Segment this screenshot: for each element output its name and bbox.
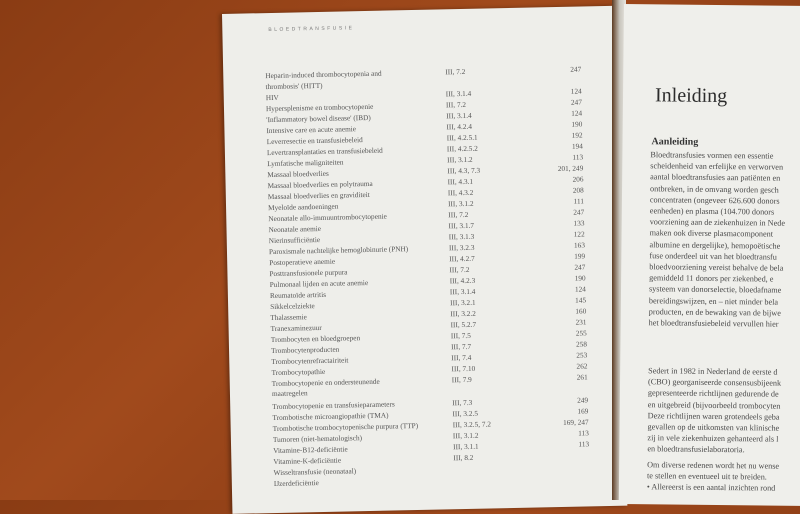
index-term: Vitamine-K-deficiëntie — [273, 455, 342, 467]
index-page: 113 — [572, 152, 584, 162]
index-term: Thalassemie — [270, 312, 307, 323]
index-page: 190 — [571, 119, 583, 129]
index-term: Nierinsufficiëntie — [268, 234, 321, 246]
index-term: Trombocytopenie en transfusieparameters — [272, 399, 395, 412]
index-term: Heparin-induced thrombocytopenia and — [265, 68, 382, 81]
index-page: 163 — [573, 240, 586, 250]
index-term: Lymfatische maligniteiten — [267, 157, 344, 169]
index-page: 169, 247 — [562, 417, 589, 427]
text-line: Deze richtlijnen waren grotendeels geba — [647, 411, 780, 422]
index-page: 113 — [578, 439, 590, 449]
index-page: 253 — [576, 350, 588, 360]
index-page: 231 — [575, 317, 587, 327]
index-term: Trombocytopenie en ondersteunende — [271, 376, 380, 389]
index-page: 190 — [574, 273, 586, 283]
index-term: Postoperatieve anemie — [269, 256, 336, 268]
index-page: 262 — [576, 361, 588, 371]
index-ref: III, 5.2.7 — [450, 319, 477, 330]
index-page: 208 — [572, 185, 584, 195]
index-ref: III, 3.2.5 — [452, 408, 479, 419]
index-page: 192 — [571, 130, 583, 140]
text-line: systeem van donorselectie, bloedafname — [648, 284, 782, 296]
index-ref: III, 4.3, 7.3 — [447, 165, 481, 176]
index-page: 199 — [574, 251, 586, 261]
index-term: IJzerdeficiëntie — [273, 478, 319, 489]
text-line: bloedvoorziening vereist behalve de bela — [649, 262, 784, 273]
index-ref: III, 4.2.3 — [449, 275, 476, 286]
index-ref: III, 7.5 — [450, 330, 471, 341]
index-term: maatregelen — [271, 388, 308, 399]
index-page: 113 — [578, 428, 589, 438]
index-page: 249 — [577, 395, 589, 405]
index-ref: III, 3.2.5, 7.2 — [452, 419, 492, 430]
text-line: gepresenteerde richtlijnen gedurende de — [647, 388, 779, 400]
index-ref: III, 7.2 — [445, 99, 467, 110]
text-line: producten, en de bewaking van de bijwe — [648, 307, 781, 318]
index-ref: III, 7.9 — [451, 374, 472, 385]
index-term: Trombocytenrefractairiteit — [271, 355, 349, 367]
index-page: 169 — [577, 406, 589, 416]
index-page: 247 — [573, 207, 585, 217]
index-page: 133 — [573, 218, 585, 228]
index-term: Trombocytopathie — [271, 366, 326, 378]
index-term: Sikkelcelziekte — [270, 301, 315, 312]
text-line: bereidingswijzen, en – niet minder bela — [648, 295, 779, 307]
text-line: scheidenheid van erfelijke en verworven — [650, 161, 784, 172]
index-page: 258 — [575, 339, 588, 349]
index-page: 145 — [575, 295, 587, 305]
chapter-title: Inleiding — [654, 84, 728, 108]
index-ref: III, 7.3 — [452, 397, 473, 408]
text-line: fuse onderdeel uit van het bloedtransfu — [649, 251, 777, 262]
index-term: Massaal bloedverlies en polytrauma — [267, 178, 373, 191]
index-ref: III, 7.10 — [451, 363, 476, 374]
text-line: • Allereerst is een aantal inzichten rond — [646, 482, 776, 494]
index-page: 160 — [575, 306, 587, 316]
index-term: Wisseltransfusie (neonataal) — [273, 466, 357, 478]
index-page: 124 — [570, 86, 582, 96]
index-page: 122 — [573, 229, 585, 239]
index-ref: III, 3.2.1 — [450, 297, 476, 308]
index-ref: III, 7.2 — [448, 209, 469, 220]
index-term: thrombosis' (HITT) — [265, 80, 323, 92]
text-line: maken ook diverse plasmacomponent — [649, 228, 774, 239]
index-term: Hypersplenisme en trombocytopenie — [265, 101, 374, 114]
index-ref: III, 3.1.3 — [448, 231, 475, 242]
index-ref: III, 3.2.2 — [450, 308, 476, 319]
text-line: en uitgebreid (bijvoorbeeld trombocyten — [647, 399, 781, 411]
text-line: ontbreken, in de omvang worden gesch — [650, 183, 779, 195]
index-page: 194 — [571, 141, 583, 151]
index-ref: III, 7.2 — [445, 66, 466, 77]
index-ref: III, 3.1.2 — [452, 430, 479, 441]
text-line: gevallen op de uitkomsten van klinische — [647, 422, 780, 433]
index-term: Myeloïde aandoeningen — [267, 201, 339, 213]
index-page: 247 — [570, 97, 583, 107]
index-ref: III, 4.3.2 — [447, 187, 474, 198]
text-line: zij in vele ziekenhuizen gehanteerd als l — [647, 433, 779, 444]
index-term: Neonatale anemie — [268, 223, 322, 235]
index-term: Levertransplantaties en transfusiebeleid — [266, 145, 383, 158]
text-line: en bloedtransfusielaboratoria. — [647, 444, 745, 455]
index-term: Tranexaminezuur — [270, 322, 322, 334]
index-term: Intensive care en acute anemie — [266, 124, 357, 136]
index-term: Trombotische microangiopathie (TMA) — [272, 410, 389, 423]
text-line: eenheden) en plasma (104.700 donors — [649, 206, 775, 217]
index-ref: III, 3.1.4 — [449, 286, 476, 297]
index-ref: III, 3.1.7 — [448, 220, 475, 231]
index-ref: III, 3.1.2 — [447, 198, 474, 209]
index-term: Massaal bloedverlies en graviditeit — [267, 189, 370, 202]
text-line: te stellen en eventueel uit te breiden. — [647, 471, 767, 482]
index-term: Tumoren (niet-hematologisch) — [272, 433, 363, 445]
index-term: Pulmonaal lijden en acute anemie — [269, 277, 369, 290]
index-term: Neonatale allo-immuuntrombocytopenie — [268, 211, 387, 224]
index-term: Trombocytenproducten — [270, 344, 340, 356]
index-term: Trombotische trombocytopenische purpura (TTP) — [272, 420, 419, 434]
text-line: (CBO) georganiseerde consensusbijeenk — [647, 377, 782, 388]
section-heading: Aanleiding — [651, 136, 699, 148]
index-page: 247 — [570, 64, 582, 74]
index-term: HIV — [265, 92, 279, 103]
index-page: 201, 249 — [557, 163, 584, 174]
index-page: 124 — [571, 108, 583, 118]
right-book-page — [619, 4, 800, 506]
index-page: 255 — [575, 328, 587, 338]
index-ref: III, 3.1.2 — [447, 154, 473, 165]
index-ref: III, 4.2.7 — [449, 253, 475, 264]
index-ref: III, 4.2.5.1 — [446, 132, 478, 143]
index-term: Massaal bloedverlies — [267, 168, 329, 180]
index-term: Posttransfusionele purpura — [269, 267, 348, 279]
left-book-page — [222, 6, 627, 514]
text-line: het bloedtransfusiebeleid vervullen hier — [648, 318, 779, 329]
index-ref: III, 8.2 — [453, 452, 474, 463]
index-ref: III, 4.3.1 — [447, 176, 474, 187]
index-ref: III, 3.1.1 — [453, 441, 479, 452]
index-page: 261 — [576, 372, 588, 382]
index-ref: III, 4.2.4 — [446, 121, 473, 132]
index-term: Paroxismale nachtelijke hemoglobinurie (PNH) — [268, 244, 409, 257]
index-term: Reumatoïde artritis — [269, 289, 327, 301]
index-term: 'Inflammatory bowel disease' (IBD) — [266, 112, 371, 125]
index-ref: III, 4.2.5.2 — [446, 143, 478, 154]
index-page: 111 — [573, 196, 585, 206]
text-line: Om diverse redenen wordt het nu wense — [647, 460, 780, 471]
text-line: albumine en dergelijke), hemopoëtische — [649, 239, 781, 251]
index-term: Trombocyten en bloedgroepen — [270, 333, 361, 345]
text-line: Bloedtransfusies vormen een essentie — [650, 150, 774, 161]
running-head: BLOEDTRANSFUSIE — [268, 25, 355, 34]
index-ref: III, 7.4 — [451, 352, 472, 363]
index-ref: III, 3.1.4 — [445, 88, 472, 99]
index-ref: III, 7.7 — [450, 341, 472, 352]
text-line: concentraten (ongeveer 626.600 donors — [649, 195, 780, 206]
text-line: aantal bloedtransfusies aan patiënten en — [650, 172, 781, 184]
index-term: Vitamine-B12-deficiëntie — [273, 444, 348, 456]
index-ref: III, 3.1.4 — [446, 110, 472, 121]
index-page: 206 — [572, 174, 584, 184]
index-page: 124 — [574, 284, 586, 294]
text-line: gemiddeld 11 donors per ziekenbed, e — [649, 273, 774, 284]
index-ref: III, 7.2 — [449, 264, 470, 275]
index-ref: III, 3.2.3 — [448, 242, 475, 253]
text-line: voorziening aan de ziekenhuizen in Nede — [649, 217, 786, 228]
index-page: 247 — [574, 262, 586, 272]
text-line: Sedert in 1982 in Nederland de eerste d — [648, 366, 778, 377]
index-term: Leverresectie en transfusiebeleid — [266, 135, 363, 147]
